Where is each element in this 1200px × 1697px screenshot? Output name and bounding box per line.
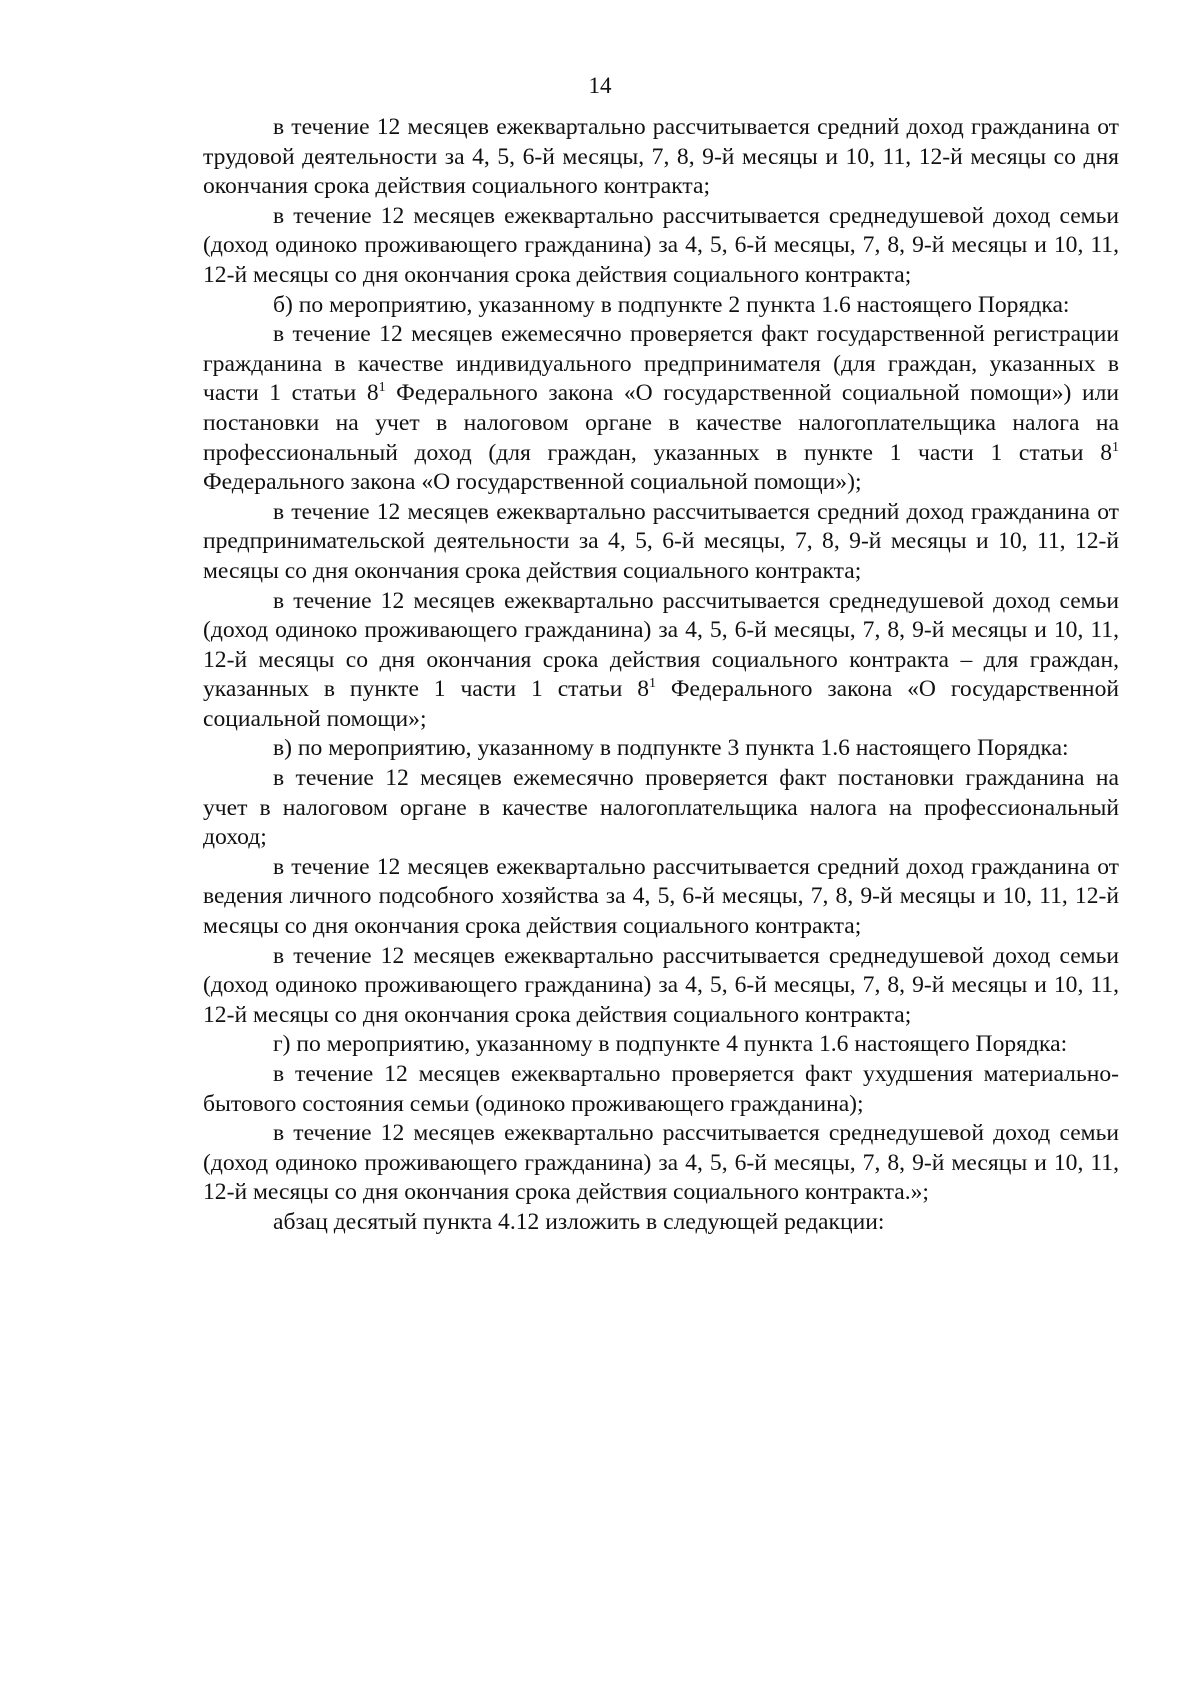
paragraph: в течение 12 месяцев ежеквартально рассчитывается средний доход гражданина от предпринимательской деятельности за 4, 5, 6-й месяцы, 7, 8, 9-й месяцы и 10, 11, 12-й месяцы со дня окончания срока действия социального контракта;	[203, 498, 1119, 584]
paragraph: б) по мероприятию, указанному в подпункте 2 пункта 1.6 настоящего Порядка:	[273, 291, 1070, 318]
paragraph: в течение 12 месяцев ежемесячно проверяется факт государственной регистрации гражданина в качестве индивидуального предпринимателя (для граждан, указанных в части 1 статьи $8^1$ Федерального закона «О государственной социальной помощи») или постановки на учет в налоговом органе в качестве налогоплательщика налога на профессиональный доход (для граждан, указанных в пункте 1 части 1 статьи $8^1$ Федерального закона «О государственной социальной помощи»);	[203, 321, 1119, 496]
paragraph: г) по мероприятию, указанному в подпункте 4 пункта 1.6 настоящего Порядка:	[273, 1031, 1068, 1058]
paragraph: в течение 12 месяцев ежеквартально рассчитывается средний доход гражданина от трудовой деятельности за 4, 5, 6-й месяцы, 7, 8, 9-й месяцы и 10, 11, 12-й месяцы со дня окончания срока действия социального контракта;	[203, 114, 1119, 200]
paragraph: в течение 12 месяцев ежеквартально рассчитывается среднедушевой доход семьи (доход одиноко проживающего гражданина) за 4, 5, 6-й месяцы, 7, 8, 9-й месяцы и 10, 11, 12-й месяцы со дня окончания срока действия социального контракта;	[203, 942, 1119, 1028]
paragraph: в) по мероприятию, указанному в подпункте 3 пункта 1.6 настоящего Порядка:	[273, 735, 1069, 762]
page-number: 14	[588, 73, 612, 98]
paragraph: в течение 12 месяцев ежемесячно проверяется факт постановки гражданина на учет в налоговом органе в качестве налогоплательщика налога на профессиональный доход;	[203, 765, 1119, 851]
paragraph: в течение 12 месяцев ежеквартально рассчитывается средний доход гражданина от ведения личного подсобного хозяйства за 4, 5, 6-й месяцы, 7, 8, 9-й месяцы и 10, 11, 12-й месяцы со дня окончания срока действия социального контракта;	[203, 853, 1119, 940]
document-body	[203, 113, 1119, 1238]
paragraph: в течение 12 месяцев ежеквартально рассчитывается среднедушевой доход семьи (доход одиноко проживающего гражданина) за 4, 5, 6-й месяцы, 7, 8, 9-й месяцы и 10, 11, 12-й месяцы со дня окончания срока действия социального контракта;	[203, 202, 1119, 288]
paragraph: абзац десятый пункта 4.12 изложить в следующей редакции:	[273, 1208, 885, 1235]
paragraph: в течение 12 месяцев ежеквартально проверяется факт ухудшения материально-бытового состояния семьи (одиноко проживающего гражданина);	[203, 1061, 1119, 1117]
paragraph: в течение 12 месяцев ежеквартально рассчитывается среднедушевой доход семьи (доход одиноко проживающего гражданина) за 4, 5, 6-й месяцы, 7, 8, 9-й месяцы и 10, 11, 12-й месяцы со дня окончания срока действия социального контракта.»;	[203, 1120, 1119, 1206]
paragraph: в течение 12 месяцев ежеквартально рассчитывается среднедушевой доход семьи (доход одиноко проживающего гражданина) за 4, 5, 6-й месяцы, 7, 8, 9-й месяцы и 10, 11, 12-й месяцы со дня окончания срока действия социального контракта – для граждан, указанных в пункте 1 части 1 статьи $8^1$ Федерального закона «О государственной социальной помощи»;	[203, 587, 1119, 732]
